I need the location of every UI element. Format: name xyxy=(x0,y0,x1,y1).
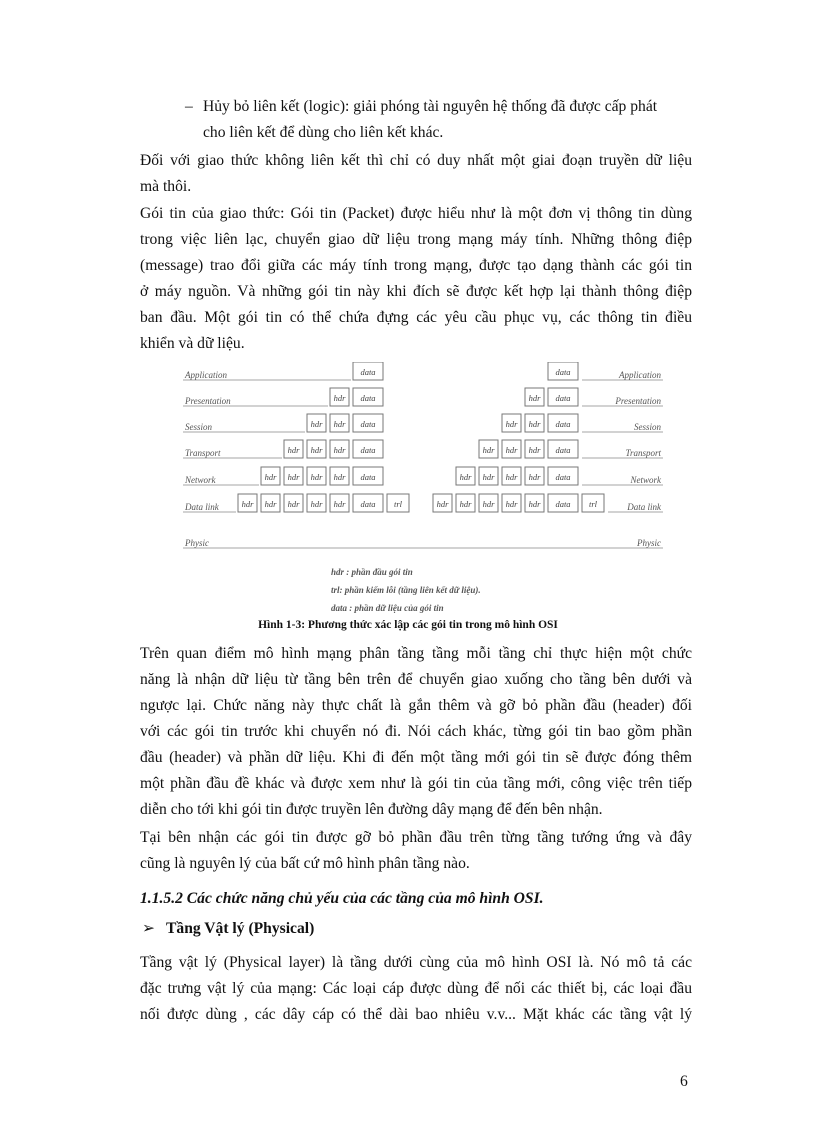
para-line: ngược lại. Chức năng này thực chất là gắn thêm và gỡ bỏ phần đầu (header) đối xyxy=(140,697,692,714)
layer-label-left: Physic xyxy=(185,538,209,548)
hdr-box xyxy=(456,494,475,512)
data-box-label: data xyxy=(555,419,571,429)
hdr-box xyxy=(307,414,326,432)
hdr-box-label: hdr xyxy=(287,472,300,482)
hdr-box xyxy=(525,494,544,512)
packet-boxes xyxy=(238,362,604,512)
hdr-box-label: hdr xyxy=(333,445,346,455)
hdr-box xyxy=(433,494,452,512)
layer-label-left: Presentation xyxy=(185,396,231,406)
hdr-box-label: hdr xyxy=(528,393,541,403)
hdr-box-label: hdr xyxy=(482,445,495,455)
data-box-label: data xyxy=(555,472,571,482)
para-line: diễn cho tới khi gói tin được truyền lên đường dây mạng để đến bên nhận. xyxy=(140,801,603,818)
hdr-box-label: hdr xyxy=(310,472,323,482)
hdr-box-label: hdr xyxy=(482,499,495,509)
data-box-label: data xyxy=(360,367,376,377)
hdr-box-label: hdr xyxy=(333,393,346,403)
hdr-box xyxy=(238,494,257,512)
hdr-box-label: hdr xyxy=(505,419,518,429)
hdr-box xyxy=(330,467,349,485)
para-line: năng là nhận dữ liệu từ tầng bên trên để chuyển giao xuống cho tầng bên dưới và xyxy=(140,671,692,688)
layer-label-right: Application xyxy=(619,370,661,380)
hdr-box xyxy=(502,414,521,432)
hdr-box-label: hdr xyxy=(436,499,449,509)
trl-box-label: trl xyxy=(588,499,598,509)
hdr-box xyxy=(502,440,521,458)
layer-label-left: Application xyxy=(185,370,227,380)
paragraph-packet xyxy=(140,201,692,357)
hdr-box-label: hdr xyxy=(333,472,346,482)
para-line: nối được dùng , các dây cáp có thể dài bao nhiêu v.v... Mặt khác các tầng vật lý xyxy=(140,1006,692,1023)
layer-label-left: Network xyxy=(185,475,216,485)
paragraph-receiver xyxy=(140,825,692,877)
layer-lines xyxy=(183,380,663,548)
data-box xyxy=(353,440,383,458)
trl-box-label: trl xyxy=(393,499,403,509)
para-line: (message) trao đổi giữa các máy tính trong mạng, được tạo dạng thành các gói tin xyxy=(140,257,692,274)
layer-label-left: Transport xyxy=(185,448,221,458)
hdr-box-label: hdr xyxy=(528,419,541,429)
hdr-box-label: hdr xyxy=(459,472,472,482)
hdr-box-label: hdr xyxy=(333,419,346,429)
bullet-line-1: Hủy bỏ liên kết (logic): giải phóng tài nguyên hệ thống đã được cấp phát xyxy=(203,98,658,115)
hdr-box xyxy=(261,467,280,485)
hdr-box-label: hdr xyxy=(528,472,541,482)
paragraph-physical xyxy=(140,950,692,1028)
data-box xyxy=(353,362,383,380)
hdr-box xyxy=(261,494,280,512)
data-box-label: data xyxy=(555,445,571,455)
data-box-label: data xyxy=(555,367,571,377)
hdr-box-label: hdr xyxy=(528,499,541,509)
hdr-box-label: hdr xyxy=(264,499,277,509)
bullet-line-2: cho liên kết để dùng cho liên kết khác. xyxy=(203,124,444,141)
trl-box xyxy=(582,494,604,512)
hdr-box xyxy=(330,388,349,406)
layer-label-left: Session xyxy=(185,422,212,432)
hdr-box xyxy=(525,414,544,432)
data-box xyxy=(353,494,383,512)
hdr-box xyxy=(502,494,521,512)
bullet-dash: – xyxy=(185,98,193,115)
para-line: đầu (header) và phần dữ liệu. Khi đi đến một tầng mới gói tin sẽ được đóng thêm xyxy=(140,749,692,766)
data-box-label: data xyxy=(360,499,376,509)
hdr-box xyxy=(525,388,544,406)
hdr-box-label: hdr xyxy=(287,499,300,509)
legend-data: data : phần dữ liệu của gói tin xyxy=(331,603,444,613)
osi-encapsulation-figure xyxy=(183,362,663,617)
hdr-box xyxy=(330,440,349,458)
page-number: 6 xyxy=(680,1073,688,1090)
para-line: Đối với giao thức không liên kết thì chỉ có duy nhất một giai đoạn truyền dữ liệu xyxy=(140,152,692,169)
hdr-box xyxy=(284,440,303,458)
para-line: cũng là nguyên lý của bất cứ mô hình phân tầng nào. xyxy=(140,855,470,872)
layer-labels xyxy=(184,370,662,548)
hdr-box xyxy=(456,467,475,485)
data-box-label: data xyxy=(360,419,376,429)
para-line: trong việc liên lạc, chuyển giao dữ liệu trong mạng máy tính. Những thông điệp xyxy=(140,231,692,248)
hdr-box xyxy=(284,494,303,512)
layer-label-right: Transport xyxy=(625,448,661,458)
hdr-box-label: hdr xyxy=(264,472,277,482)
para-line: mà thôi. xyxy=(140,178,192,195)
hdr-box-label: hdr xyxy=(505,499,518,509)
para-line: ban đầu. Một gói tin có thể chứa đựng các yêu cầu phục vụ, các thông tin điều xyxy=(140,309,692,326)
paragraph-layered xyxy=(140,641,692,823)
figure-legend xyxy=(331,567,481,613)
data-box xyxy=(548,414,578,432)
hdr-box-label: hdr xyxy=(528,445,541,455)
bullet-disconnect xyxy=(185,94,695,146)
layer-label-right: Data link xyxy=(627,502,661,512)
hdr-box xyxy=(307,494,326,512)
data-box xyxy=(548,388,578,406)
data-box xyxy=(548,440,578,458)
hdr-box-label: hdr xyxy=(310,499,323,509)
data-box xyxy=(353,414,383,432)
trl-box xyxy=(387,494,409,512)
layer-label-left: Data link xyxy=(185,502,219,512)
para-line: Tầng vật lý (Physical layer) là tầng dưới cùng của mô hình OSI là. Nó mô tả các xyxy=(140,954,692,971)
hdr-box-label: hdr xyxy=(482,472,495,482)
data-box-label: data xyxy=(555,499,571,509)
layer-label-right: Physic xyxy=(637,538,661,548)
layer-label-right: Presentation xyxy=(615,396,661,406)
legend-trl: trl: phần kiểm lỗi (tầng liên kết dữ liệu). xyxy=(331,585,481,595)
para-line: khiển và dữ liệu. xyxy=(140,335,245,352)
para-line: với các gói tin trước khi chuyển nó đi. Nói cách khác, từng gói tin bao gồm phần xyxy=(140,723,692,740)
section-heading: 1.1.5.2 Các chức năng chủ yếu của các tầng của mô hình OSI. xyxy=(140,890,544,907)
para-line: ở máy nguồn. Và những gói tin này khi đích sẽ được kết hợp lại thành thông điệp xyxy=(140,283,692,300)
hdr-box xyxy=(307,467,326,485)
hdr-box xyxy=(479,494,498,512)
hdr-box-label: hdr xyxy=(310,445,323,455)
subheading-physical xyxy=(142,916,314,942)
subheading-text: Tầng Vật lý (Physical) xyxy=(166,920,315,937)
layer-label-right: Network xyxy=(630,475,661,485)
para-line: đặc trưng vật lý của mạng: Các loại cáp được dùng để nối các thiết bị, các loại đầu xyxy=(140,980,692,997)
hdr-box-label: hdr xyxy=(333,499,346,509)
hdr-box xyxy=(502,467,521,485)
legend-hdr: hdr : phần đầu gói tin xyxy=(331,567,413,577)
paragraph-connectionless xyxy=(140,148,692,200)
figure-caption: Hình 1-3: Phương thức xác lập các gói tin trong mô hình OSI xyxy=(258,619,558,631)
para-line: một phần đầu đề khác và được xem như là gói tin của tầng mới, công việc trên tiếp xyxy=(140,775,692,792)
hdr-box xyxy=(479,440,498,458)
hdr-box xyxy=(330,494,349,512)
layer-label-right: Session xyxy=(634,422,661,432)
data-box-label: data xyxy=(360,393,376,403)
data-box xyxy=(548,494,578,512)
para-line: Tại bên nhận các gói tin được gỡ bỏ phần đầu trên từng tầng tướng ứng và đây xyxy=(140,829,692,846)
hdr-box xyxy=(525,467,544,485)
data-box xyxy=(353,467,383,485)
hdr-box-label: hdr xyxy=(459,499,472,509)
hdr-box xyxy=(307,440,326,458)
data-box xyxy=(548,362,578,380)
hdr-box-label: hdr xyxy=(505,472,518,482)
hdr-box xyxy=(525,440,544,458)
para-line: Trên quan điểm mô hình mạng phân tầng tầng mỗi tầng chỉ thực hiện một chức xyxy=(140,645,692,662)
data-box-label: data xyxy=(360,472,376,482)
data-box-label: data xyxy=(360,445,376,455)
data-box-label: data xyxy=(555,393,571,403)
hdr-box xyxy=(284,467,303,485)
hdr-box xyxy=(479,467,498,485)
para-line: Gói tin của giao thức: Gói tin (Packet) được hiểu như là một đơn vị thông tin dùng xyxy=(140,205,692,222)
hdr-box-label: hdr xyxy=(241,499,254,509)
hdr-box-label: hdr xyxy=(505,445,518,455)
arrow-bullet-icon: ➢ xyxy=(142,920,156,937)
hdr-box xyxy=(330,414,349,432)
hdr-box-label: hdr xyxy=(310,419,323,429)
data-box xyxy=(353,388,383,406)
hdr-box-label: hdr xyxy=(287,445,300,455)
data-box xyxy=(548,467,578,485)
